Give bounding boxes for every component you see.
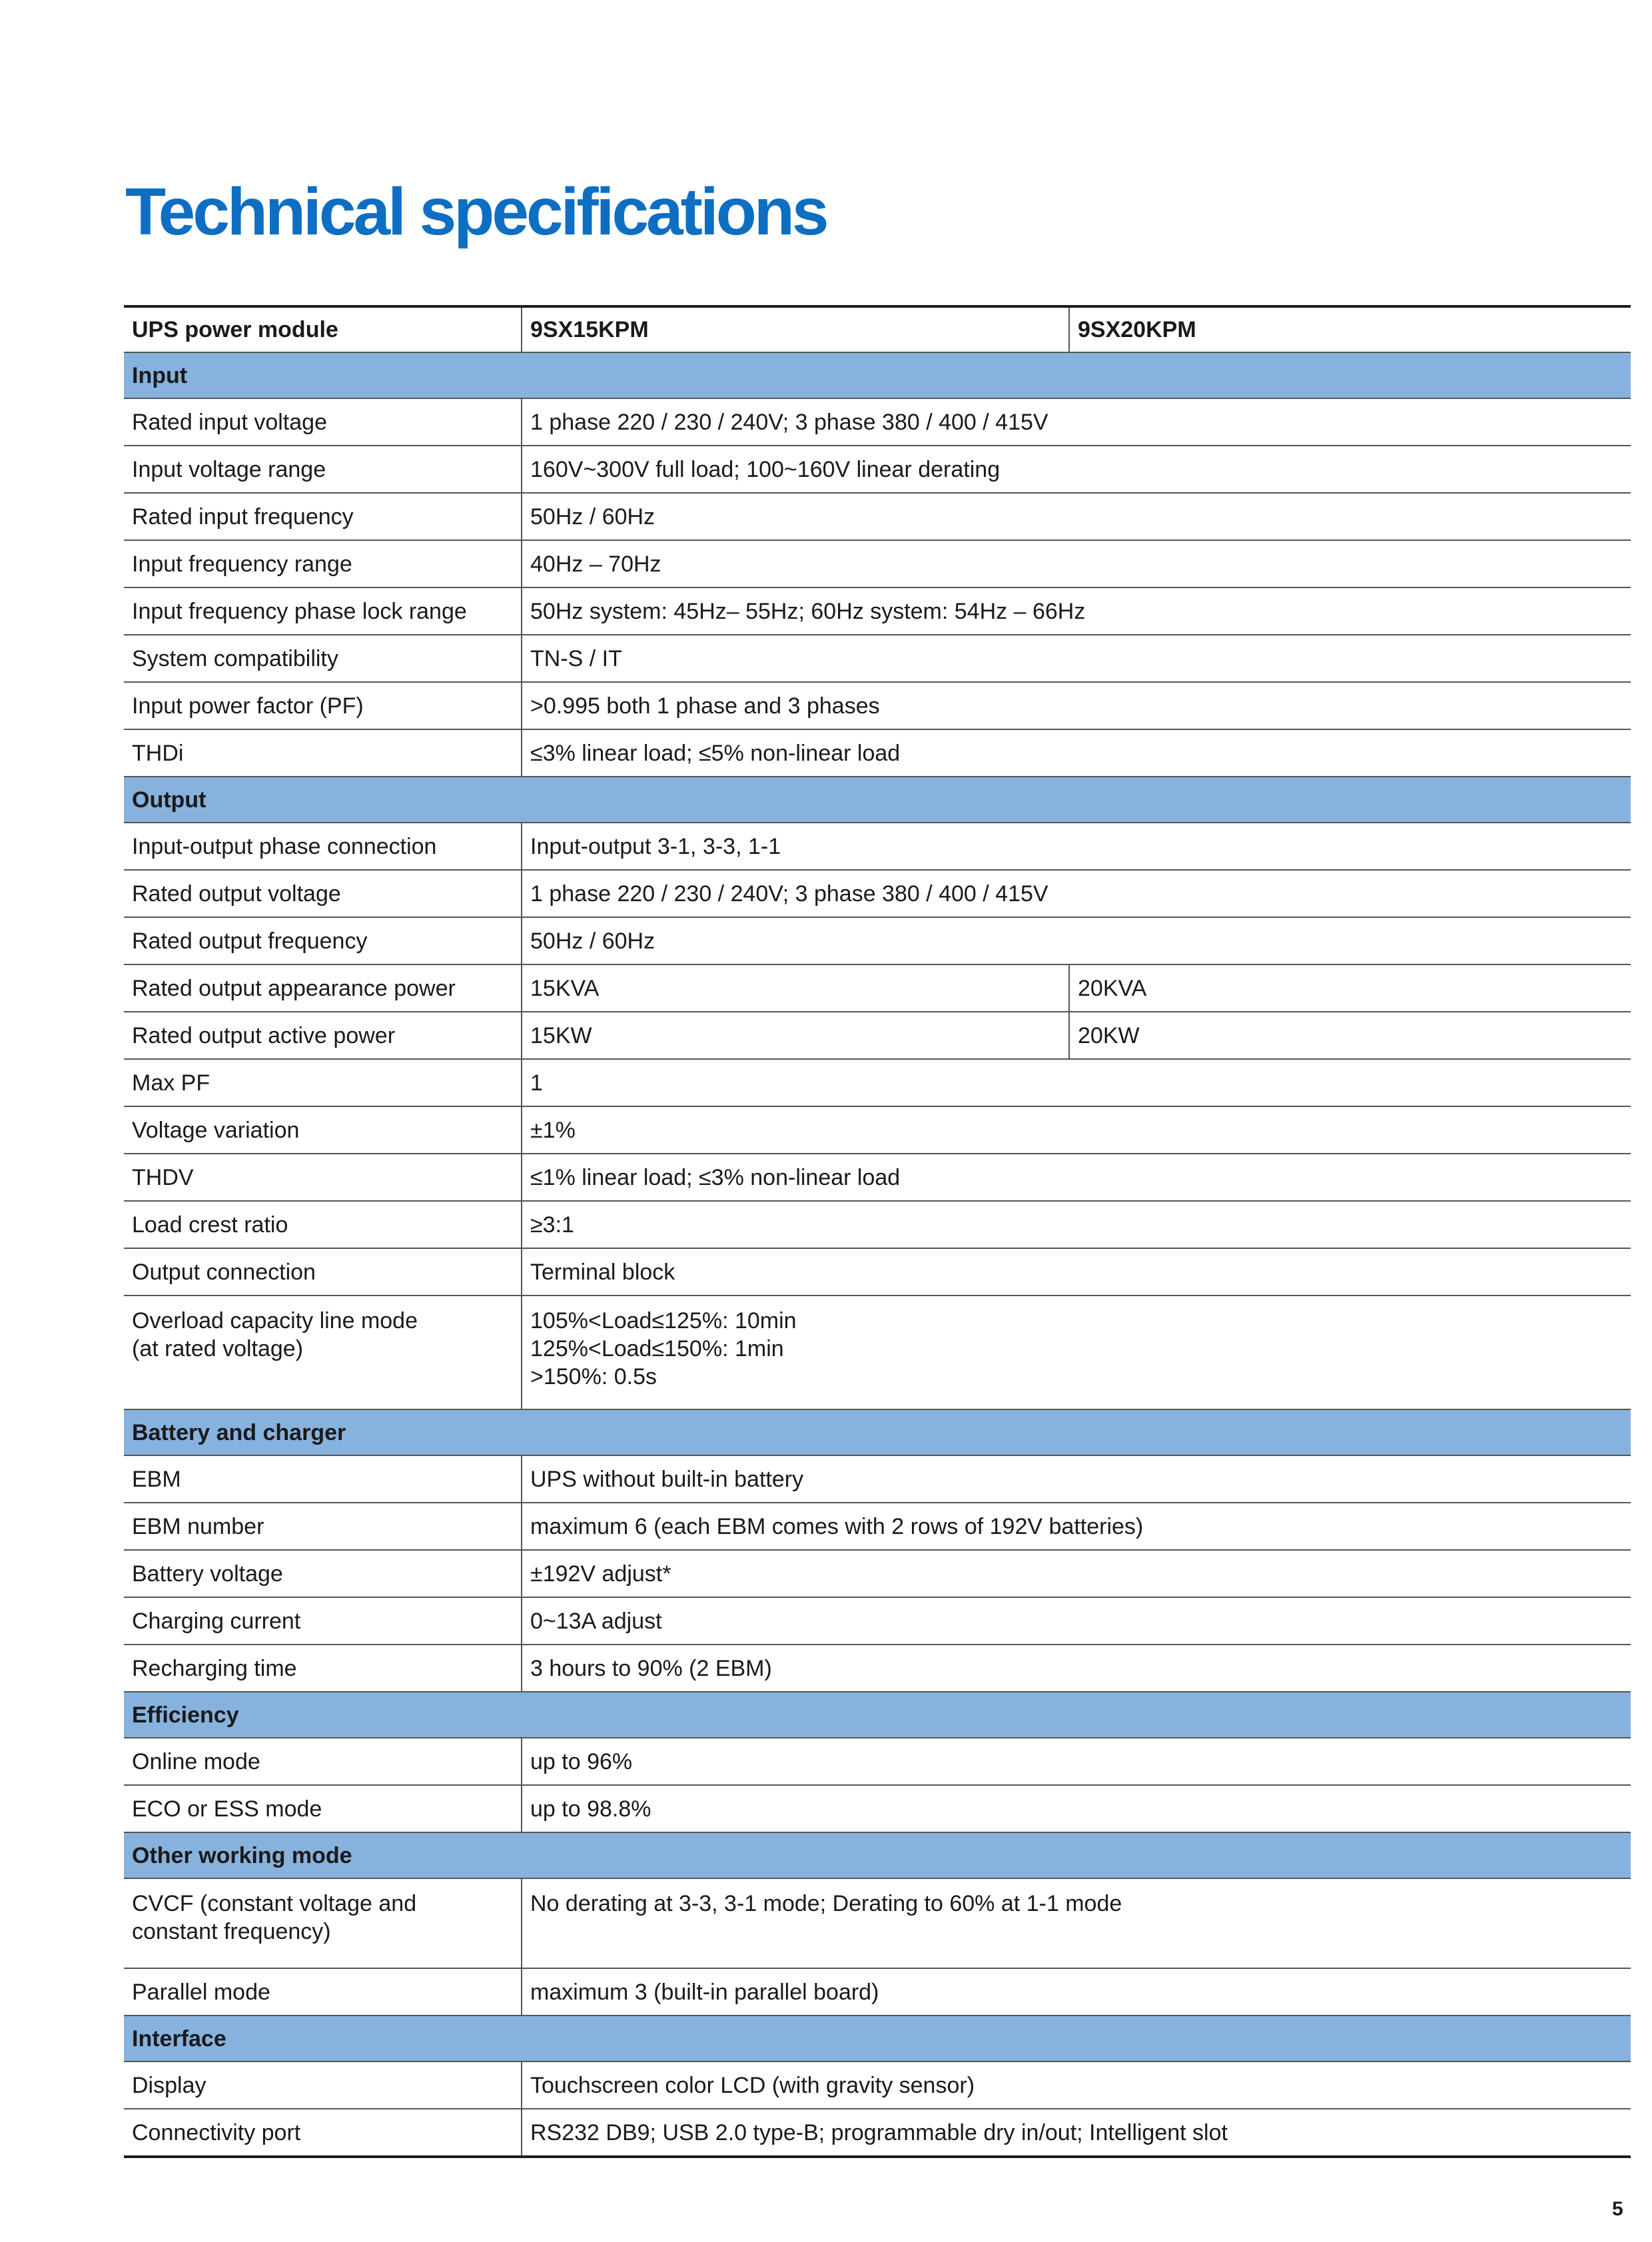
spec-label: Rated input frequency — [124, 493, 522, 540]
spec-label: Connectivity port — [124, 2109, 522, 2157]
table-row — [124, 1785, 1631, 1832]
table-row — [124, 1154, 1631, 1201]
spec-value: ≥3:1 — [522, 1201, 1631, 1248]
spec-value: up to 98.8% — [522, 1785, 1631, 1832]
spec-value: >0.995 both 1 phase and 3 phases — [522, 682, 1631, 729]
spec-label: THDi — [124, 729, 522, 777]
table-row — [124, 1106, 1631, 1154]
spec-label: Voltage variation — [124, 1106, 522, 1154]
section-output — [124, 777, 1631, 823]
spec-label: Input frequency range — [124, 540, 522, 587]
specs-table — [124, 305, 1631, 2158]
spec-label: Rated input voltage — [124, 398, 522, 446]
spec-label: System compatibility — [124, 635, 522, 682]
spec-value: No derating at 3-3, 3-1 mode; Derating to 60% at 1-1 mode — [522, 1878, 1631, 1968]
spec-value-model-1: 15KW — [522, 1012, 1069, 1059]
spec-value: ≤1% linear load; ≤3% non-linear load — [522, 1154, 1631, 1201]
spec-value: maximum 6 (each EBM comes with 2 rows of 192V batteries) — [522, 1503, 1631, 1550]
spec-value: Input-output 3-1, 3-3, 1-1 — [522, 823, 1631, 870]
value-line: >150%: 0.5s — [530, 1364, 657, 1389]
spec-label: Load crest ratio — [124, 1201, 522, 1248]
spec-value: RS232 DB9; USB 2.0 type-B; programmable dry in/out; Intelligent slot — [522, 2109, 1631, 2157]
table-row-overload — [124, 1296, 1631, 1409]
spec-label: Input-output phase connection — [124, 823, 522, 870]
spec-label: Rated output appearance power — [124, 964, 522, 1012]
label-line: Overload capacity line mode — [132, 1308, 418, 1333]
table-row — [124, 964, 1631, 1012]
table-row — [124, 1059, 1631, 1106]
spec-value: ≤3% linear load; ≤5% non-linear load — [522, 729, 1631, 777]
header-label: UPS power module — [124, 306, 522, 352]
spec-value-model-1: 15KVA — [522, 964, 1069, 1012]
section-title: Input — [124, 352, 1631, 398]
spec-value: 40Hz – 70Hz — [522, 540, 1631, 587]
table-row — [124, 917, 1631, 964]
section-title: Interface — [124, 2016, 1631, 2061]
section-title: Other working mode — [124, 1832, 1631, 1878]
spec-value: Terminal block — [522, 1248, 1631, 1296]
table-row — [124, 870, 1631, 917]
section-battery — [124, 1409, 1631, 1455]
table-row — [124, 682, 1631, 729]
spec-value: 50Hz / 60Hz — [522, 493, 1631, 540]
spec-label: Parallel mode — [124, 1968, 522, 2016]
spec-label: Rated output frequency — [124, 917, 522, 964]
label-line: CVCF (constant voltage and — [132, 1891, 417, 1916]
spec-label: ECO or ESS mode — [124, 1785, 522, 1832]
spec-label: Rated output voltage — [124, 870, 522, 917]
table-row — [124, 1201, 1631, 1248]
spec-value — [522, 1296, 1631, 1409]
table-row — [124, 2061, 1631, 2109]
header-model-2: 9SX20KPM — [1069, 306, 1631, 352]
table-row — [124, 635, 1631, 682]
spec-label: Input frequency phase lock range — [124, 587, 522, 635]
table-row — [124, 493, 1631, 540]
spec-label — [124, 1878, 522, 1968]
table-row — [124, 1455, 1631, 1503]
spec-label: Battery voltage — [124, 1550, 522, 1597]
spec-label: Output connection — [124, 1248, 522, 1296]
value-line: 125%<Load≤150%: 1min — [530, 1336, 784, 1361]
spec-value: up to 96% — [522, 1738, 1631, 1785]
table-row — [124, 1012, 1631, 1059]
spec-value: Touchscreen color LCD (with gravity sensor) — [522, 2061, 1631, 2109]
section-other-working-mode — [124, 1832, 1631, 1878]
table-row — [124, 1738, 1631, 1785]
table-row — [124, 540, 1631, 587]
spec-value: 1 phase 220 / 230 / 240V; 3 phase 380 / 400 / 415V — [522, 398, 1631, 446]
spec-value-model-2: 20KVA — [1069, 964, 1631, 1012]
spec-label — [124, 1296, 522, 1409]
table-row — [124, 1968, 1631, 2016]
spec-value: maximum 3 (built-in parallel board) — [522, 1968, 1631, 2016]
table-row — [124, 1550, 1631, 1597]
spec-label: Max PF — [124, 1059, 522, 1106]
header-model-1: 9SX15KPM — [522, 306, 1069, 352]
table-row — [124, 1645, 1631, 1692]
section-title: Battery and charger — [124, 1409, 1631, 1455]
spec-value: 160V~300V full load; 100~160V linear derating — [522, 446, 1631, 493]
spec-label: Input power factor (PF) — [124, 682, 522, 729]
spec-value-model-2: 20KW — [1069, 1012, 1631, 1059]
spec-value: 0~13A adjust — [522, 1597, 1631, 1645]
section-efficiency — [124, 1692, 1631, 1738]
spec-label: Online mode — [124, 1738, 522, 1785]
spec-label: EBM number — [124, 1503, 522, 1550]
label-line: constant frequency) — [132, 1919, 331, 1944]
spec-label: Rated output active power — [124, 1012, 522, 1059]
page-title: Technical specifications — [125, 175, 827, 249]
spec-value: ±192V adjust* — [522, 1550, 1631, 1597]
table-row — [124, 398, 1631, 446]
section-input — [124, 352, 1631, 398]
spec-label: Display — [124, 2061, 522, 2109]
table-row — [124, 1597, 1631, 1645]
section-title: Efficiency — [124, 1692, 1631, 1738]
label-line: (at rated voltage) — [132, 1336, 304, 1361]
value-line: 105%<Load≤125%: 10min — [530, 1308, 797, 1333]
spec-value: ±1% — [522, 1106, 1631, 1154]
spec-value: 3 hours to 90% (2 EBM) — [522, 1645, 1631, 1692]
spec-value: TN-S / IT — [522, 635, 1631, 682]
table-row — [124, 2109, 1631, 2157]
table-row-cvcf — [124, 1878, 1631, 1968]
table-row — [124, 587, 1631, 635]
table-header-row — [124, 306, 1631, 352]
section-interface — [124, 2016, 1631, 2061]
spec-label: EBM — [124, 1455, 522, 1503]
page-number: 5 — [1612, 2198, 1623, 2220]
spec-value: 1 phase 220 / 230 / 240V; 3 phase 380 / 400 / 415V — [522, 870, 1631, 917]
table-row — [124, 823, 1631, 870]
spec-value: UPS without built-in battery — [522, 1455, 1631, 1503]
spec-label: Recharging time — [124, 1645, 522, 1692]
spec-value: 1 — [522, 1059, 1631, 1106]
table-row — [124, 1248, 1631, 1296]
spec-label: Input voltage range — [124, 446, 522, 493]
spec-value: 50Hz system: 45Hz– 55Hz; 60Hz system: 54Hz – 66Hz — [522, 587, 1631, 635]
spec-label: THDV — [124, 1154, 522, 1201]
table-row — [124, 729, 1631, 777]
spec-label: Charging current — [124, 1597, 522, 1645]
table-row — [124, 1503, 1631, 1550]
table-row — [124, 446, 1631, 493]
spec-value: 50Hz / 60Hz — [522, 917, 1631, 964]
section-title: Output — [124, 777, 1631, 823]
